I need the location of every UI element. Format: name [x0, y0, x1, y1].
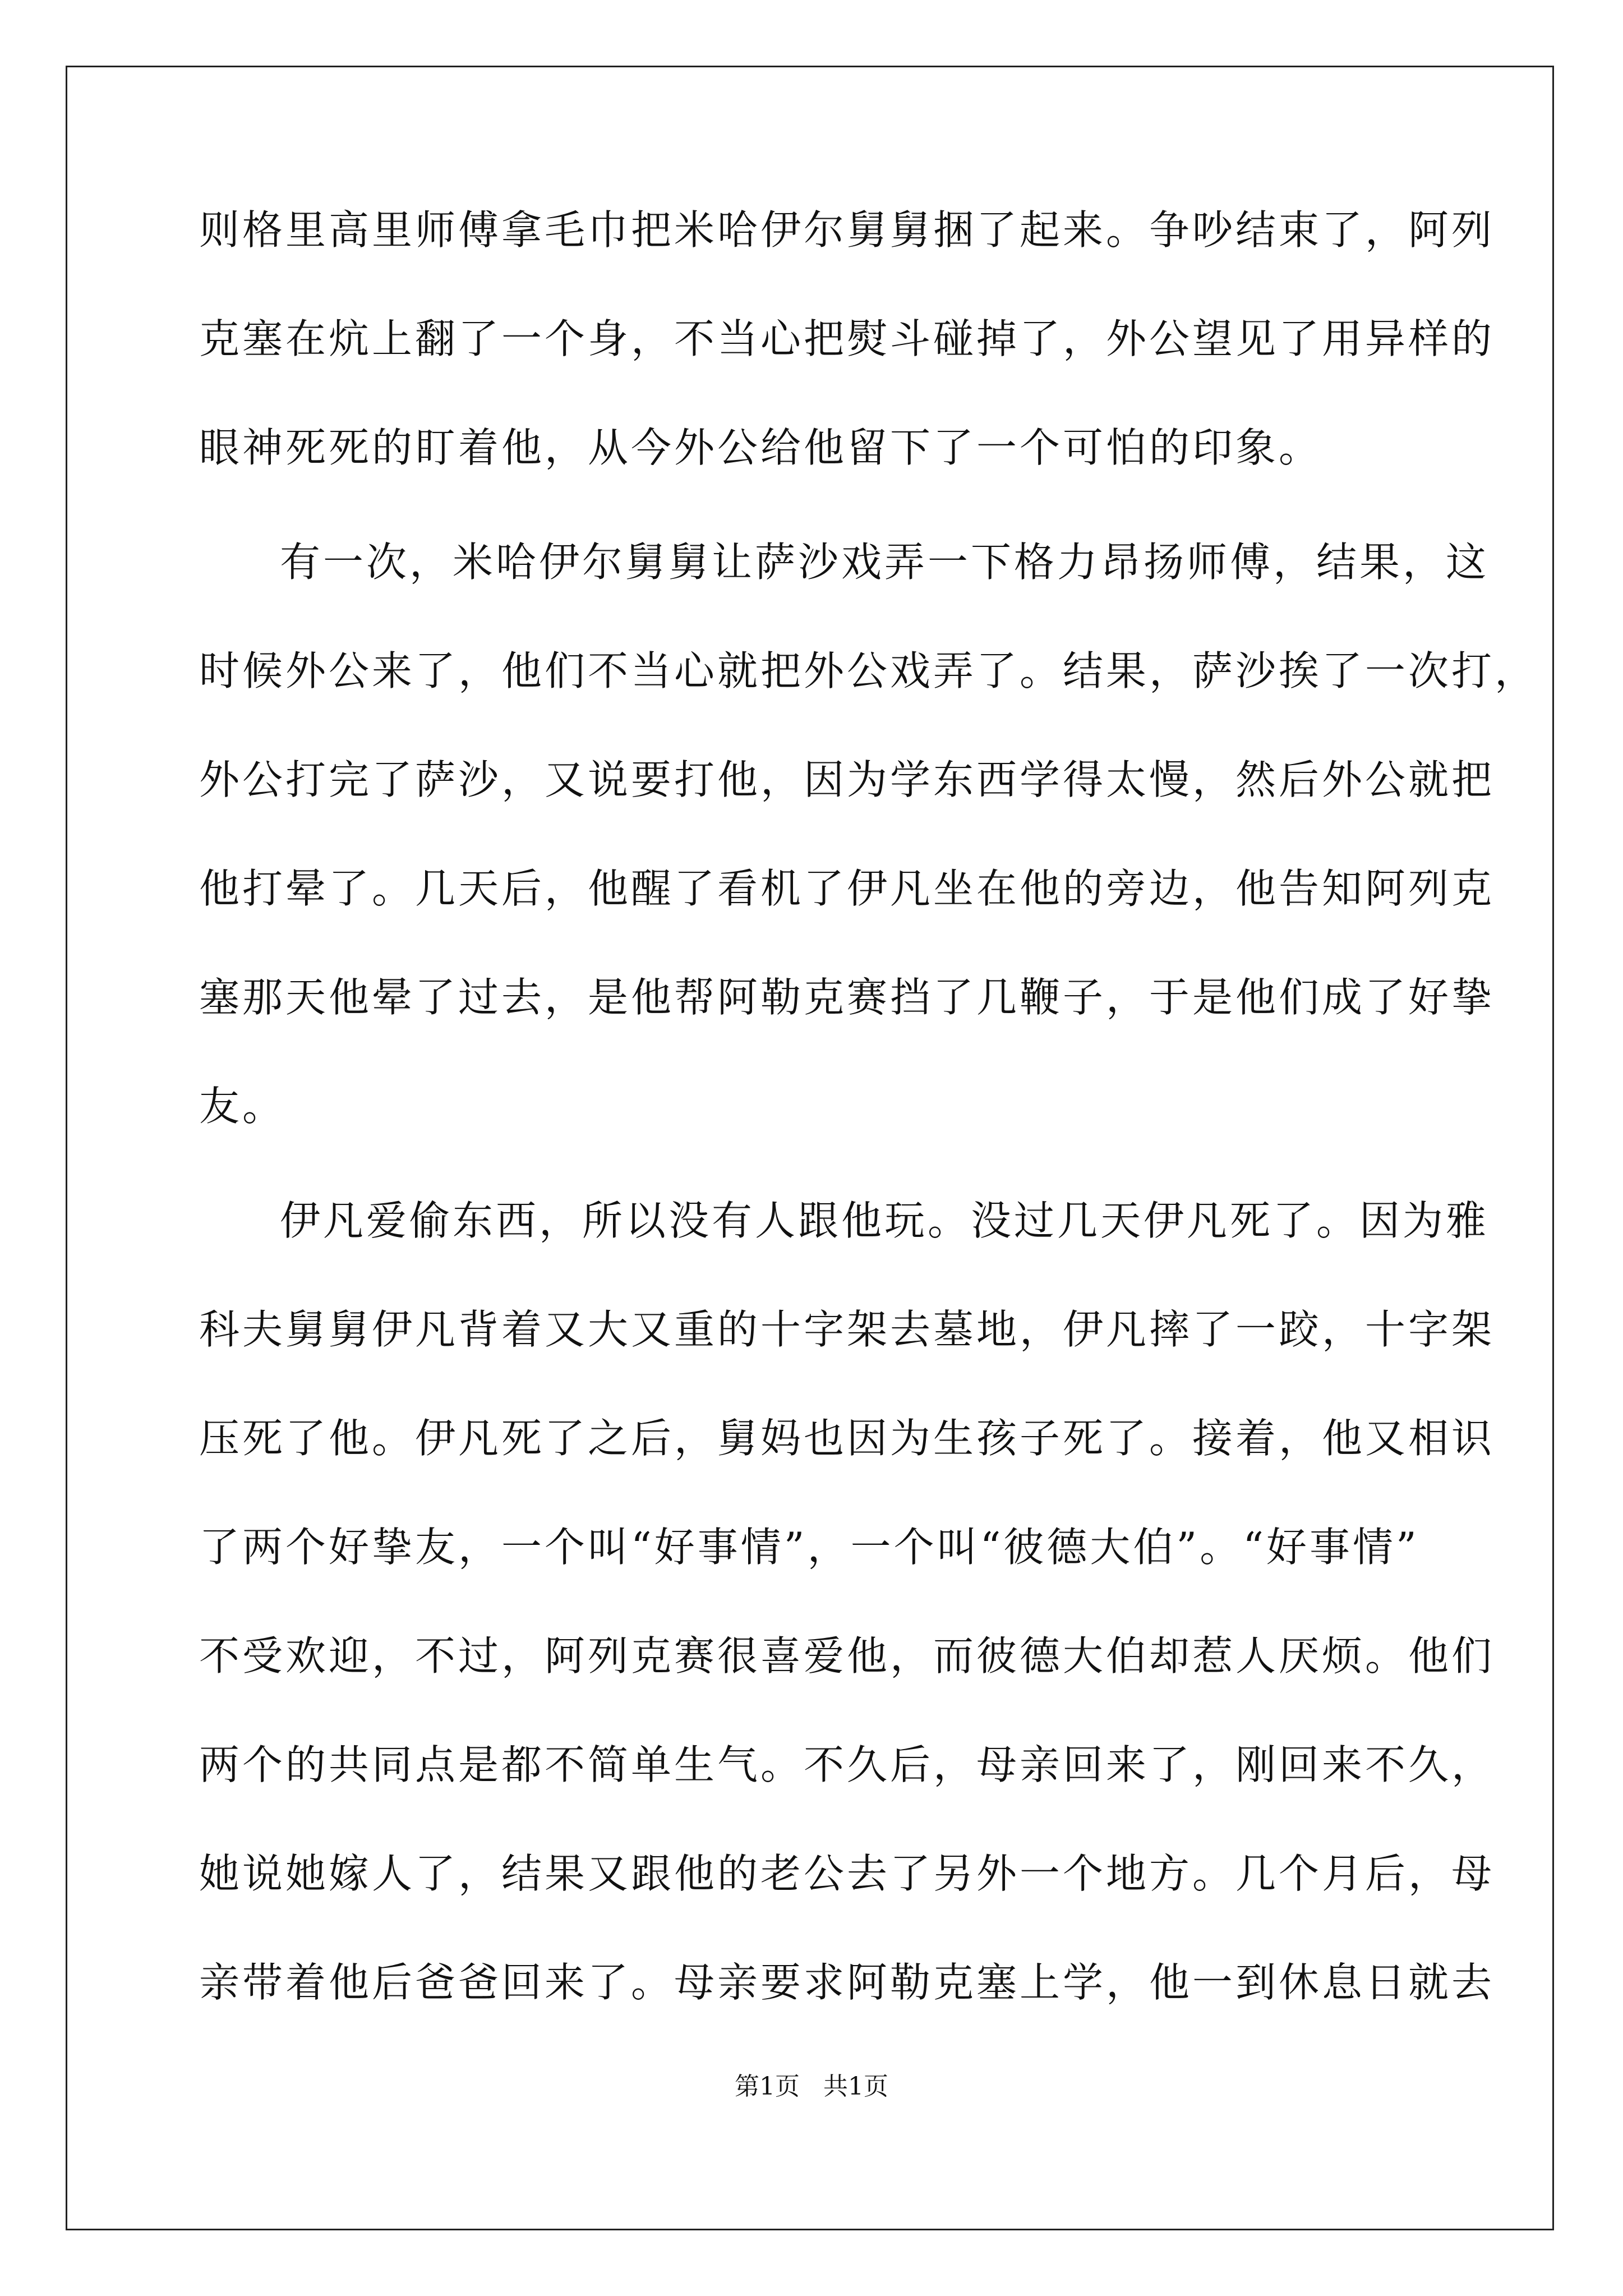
paragraph-start-line: 有一次，米哈伊尔舅舅让萨沙戏弄一下格力昂扬师傅，结果，这 — [280, 539, 1490, 586]
text-line: 科夫舅舅伊凡背着又大又重的十字架去墓地，伊凡摔了一跤，十字架 — [199, 1306, 1495, 1353]
text-line: 压死了他。伊凡死了之后，舅妈也因为生孩子死了。接着，他又相识 — [199, 1415, 1495, 1462]
text-line: 克塞在炕上翻了一个身，不当心把熨斗碰掉了，外公望见了用异样的 — [199, 315, 1495, 362]
text-line: 眼神死死的盯着他，从今外公给他留下了一个可怕的印象。 — [199, 424, 1322, 471]
text-line: 则格里高里师傅拿毛巾把米哈伊尔舅舅捆了起来。争吵结束了，阿列 — [199, 206, 1495, 254]
text-line: 他打晕了。几天后，他醒了看机了伊凡坐在他的旁边，他告知阿列克 — [199, 865, 1495, 912]
text-line: 友。 — [199, 1083, 286, 1130]
text-line: 她说她嫁人了，结果又跟他的老公去了另外一个地方。几个月后，母 — [199, 1850, 1495, 1897]
text-line: 两个的共同点是都不简单生气。不久后，母亲回来了，刚回来不久， — [199, 1741, 1495, 1788]
text-line: 不受欢迎，不过，阿列克赛很喜爱他，而彼德大伯却惹人厌烦。他们 — [199, 1632, 1495, 1680]
page-number-footer: 第1页 共1页 — [735, 2072, 888, 2101]
text-line: 时候外公来了，他们不当心就把外公戏弄了。结果，萨沙挨了一次打， — [199, 647, 1538, 694]
text-line: 外公打完了萨沙，又说要打他，因为学东西学得太慢，然后外公就把 — [199, 756, 1495, 803]
text-line: 塞那天他晕了过去，是他帮阿勒克赛挡了几鞭子，于是他们成了好挚 — [199, 974, 1495, 1021]
paragraph-start-line: 伊凡爱偷东西，所以没有人跟他玩。没过几天伊凡死了。因为雅 — [280, 1197, 1490, 1244]
text-line: 了两个好挚友，一个叫“好事情”，一个叫“彼德大伯”。“好事情” — [199, 1524, 1419, 1571]
text-line: 亲带着他后爸爸回来了。母亲要求阿勒克塞上学，他一到休息日就去 — [199, 1959, 1495, 2006]
